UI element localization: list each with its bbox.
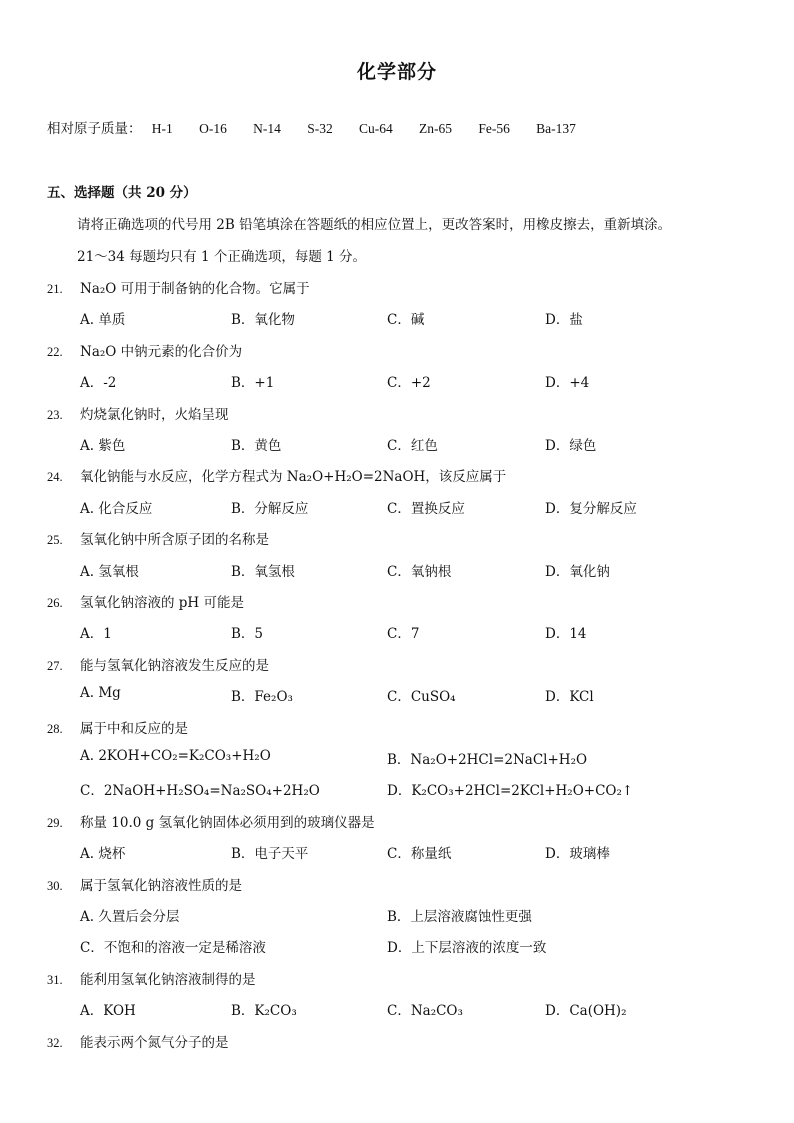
question-stem [47, 654, 269, 676]
question-stem [47, 717, 188, 739]
question-number: 22. [47, 345, 63, 359]
question-number: 23. [47, 408, 63, 422]
options-row [80, 497, 780, 519]
answer-option: D．复分解反应 [545, 501, 637, 517]
page-title: 化学部分 [356, 61, 437, 83]
answer-option: C．+2 [387, 375, 431, 391]
question-number: 27. [47, 659, 63, 673]
options-row [80, 371, 780, 393]
answer-option: A. 单质 [80, 312, 126, 328]
answer-option: A. 2KOH+CO₂=K₂CO₃+H₂O [80, 748, 271, 764]
question-number: 25. [47, 533, 63, 547]
atomic-masses-line [47, 117, 598, 137]
question-stem [47, 968, 256, 990]
answer-option: A. Mg [80, 685, 121, 701]
options-row [80, 936, 780, 958]
answer-option: B．+1 [231, 375, 275, 391]
question-text: 氢氧化钠溶液的 pH 可能是 [80, 595, 244, 611]
options-row [80, 842, 780, 864]
answer-option: C．置换反应 [387, 501, 465, 517]
options-row [80, 434, 780, 456]
answer-option: A. 久置后会分层 [80, 909, 180, 925]
answer-option: D．绿色 [545, 438, 597, 454]
question-stem [47, 403, 229, 425]
answer-option: D．氧化钠 [545, 564, 610, 580]
question-stem [47, 277, 310, 299]
question-number: 24. [47, 470, 63, 484]
question-text: Na₂O 中钠元素的化合价为 [80, 344, 243, 360]
answer-option: D．玻璃棒 [545, 846, 610, 862]
question-stem [47, 528, 269, 550]
options-row [80, 685, 780, 707]
question-text: 灼烧氯化钠时，火焰呈现 [80, 407, 229, 423]
answer-option: B．电子天平 [231, 846, 309, 862]
answer-option: B．5 [231, 626, 264, 642]
section-heading: 五、选择题（共 20 分） [47, 185, 197, 201]
atomic-masses-label: 相对原子质量： [47, 121, 142, 137]
answer-option: D．上下层溶液的浓度一致 [387, 940, 547, 956]
answer-option: C．碱 [387, 312, 425, 328]
question-stem [47, 591, 244, 613]
answer-option: B．氧化物 [231, 312, 295, 328]
options-row [80, 308, 780, 330]
atomic-mass-item: H-1 [151, 121, 173, 136]
answer-option: C．2NaOH+H₂SO₄=Na₂SO₄+2H₂O [80, 783, 320, 799]
question-stem [47, 1031, 229, 1053]
answer-option: C．Na₂CO₃ [387, 1003, 463, 1019]
answer-option: D．14 [545, 626, 587, 642]
answer-option: A．-2 [80, 375, 117, 391]
answer-option: B．黄色 [231, 438, 282, 454]
answer-option: A. 烧杯 [80, 846, 126, 862]
question-text: 属于中和反应的是 [80, 721, 188, 737]
atomic-mass-item: Zn-65 [419, 121, 453, 136]
answer-option: D．Ca(OH)₂ [545, 1003, 627, 1019]
question-text: Na₂O 可用于制备钠的化合物。它属于 [80, 281, 310, 297]
atomic-mass-item: O-16 [199, 121, 227, 136]
atomic-mass-item: Cu-64 [359, 121, 393, 136]
question-number: 28. [47, 722, 63, 736]
options-row [80, 622, 780, 644]
question-stem [47, 465, 506, 487]
answer-option: C．CuSO₄ [387, 689, 456, 705]
answer-option: B．K₂CO₃ [231, 1003, 297, 1019]
atomic-mass-item: Ba-137 [536, 121, 576, 136]
atomic-mass-item: Fe-56 [478, 121, 510, 136]
atomic-mass-item: S-32 [307, 121, 333, 136]
options-row [80, 905, 780, 927]
question-stem [47, 811, 375, 833]
answer-option: B．Fe₂O₃ [231, 689, 293, 705]
answer-option: B．氧氢根 [231, 564, 295, 580]
options-row [80, 779, 780, 801]
question-stem [47, 874, 242, 896]
answer-option: C．称量纸 [387, 846, 452, 862]
question-text: 能利用氢氧化钠溶液制得的是 [80, 972, 256, 988]
answer-option: C．7 [387, 626, 420, 642]
question-text: 氢氧化钠中所含原子团的名称是 [80, 532, 269, 548]
options-row [80, 999, 780, 1021]
answer-option: D．+4 [545, 375, 590, 391]
answer-option: C．不饱和的溶液一定是稀溶液 [80, 940, 266, 956]
answer-option: C．红色 [387, 438, 438, 454]
question-number: 21. [47, 282, 63, 296]
question-number: 29. [47, 816, 63, 830]
question-text: 氧化钠能与水反应，化学方程式为 Na₂O+H₂O=2NaOH，该反应属于 [80, 469, 507, 485]
question-number: 26. [47, 596, 63, 610]
answer-option: A．KOH [80, 1003, 136, 1019]
answer-option: D．K₂CO₃+2HCl=2KCl+H₂O+CO₂↑ [387, 783, 634, 799]
question-stem [47, 340, 242, 362]
question-number: 31. [47, 973, 63, 987]
answer-option: B．Na₂O+2HCl=2NaCl+H₂O [387, 752, 588, 768]
question-text: 能与氢氧化钠溶液发生反应的是 [80, 658, 269, 674]
question-text: 称量 10.0 g 氢氧化钠固体必须用到的玻璃仪器是 [80, 815, 375, 831]
options-row [80, 748, 780, 770]
answer-option: A. 紫色 [80, 438, 126, 454]
question-number: 32. [47, 1036, 63, 1050]
answer-option: A. 氢氧根 [80, 564, 139, 580]
instruction-text: 请将正确选项的代号用 2B 铅笔填涂在答题纸的相应位置上，更改答案时，用橡皮擦去，重新填涂。 [77, 217, 672, 233]
answer-option: A．1 [80, 626, 112, 642]
instruction-text: 21～34 每题均只有 1 个正确选项，每题 1 分。 [77, 249, 366, 265]
answer-option: D．盐 [545, 312, 583, 328]
question-text: 能表示两个氮气分子的是 [80, 1035, 229, 1051]
answer-option: C．氧钠根 [387, 564, 452, 580]
options-row [80, 560, 780, 582]
answer-option: A. 化合反应 [80, 501, 153, 517]
atomic-mass-item: N-14 [253, 121, 281, 136]
answer-option: B．上层溶液腐蚀性更强 [387, 909, 532, 925]
answer-option: B．分解反应 [231, 501, 309, 517]
question-text: 属于氢氧化钠溶液性质的是 [80, 878, 242, 894]
answer-option: D．KCl [545, 689, 594, 705]
question-number: 30. [47, 879, 63, 893]
